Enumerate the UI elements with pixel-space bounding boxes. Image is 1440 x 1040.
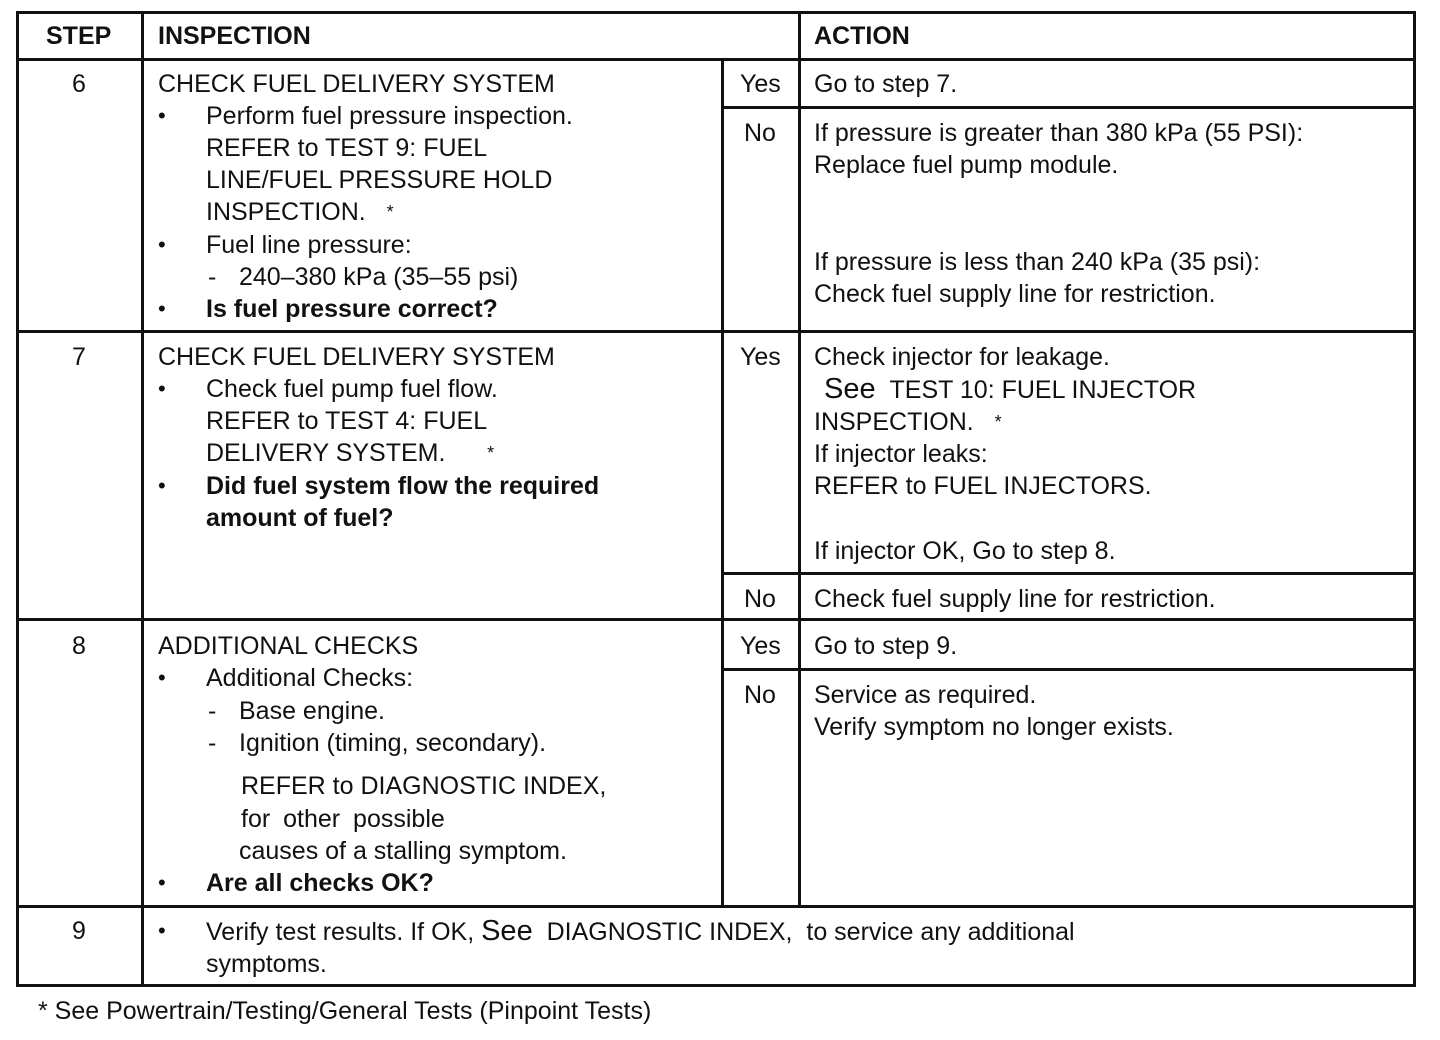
row8-yesno-divider	[721, 668, 1416, 671]
bullet-icon: •	[158, 918, 166, 943]
bullet-icon: •	[158, 473, 166, 498]
dash-icon: -	[208, 263, 217, 291]
bullet-icon: •	[158, 103, 166, 128]
asterisk-note: *	[487, 443, 495, 463]
header-inspection: INSPECTION	[158, 22, 311, 50]
table-border-top	[16, 11, 1416, 14]
yes-label: Yes	[740, 70, 781, 98]
inspection-question: Did fuel system flow the required	[206, 472, 600, 500]
inspection-question: Are all checks OK?	[206, 869, 434, 897]
inspection-note: causes of a stalling symptom.	[239, 837, 567, 865]
inspection-subitem: Base engine.	[239, 697, 385, 725]
action-line	[814, 406, 1002, 438]
inspection-line: REFER to TEST 4: FUEL	[206, 407, 488, 435]
action-line: Check fuel supply line for restriction.	[814, 585, 1216, 613]
action-text: INSPECTION.	[814, 408, 974, 436]
inspection-text: to service any additional	[806, 918, 1075, 946]
dash-icon: -	[208, 729, 217, 757]
row7-yesno-divider	[721, 572, 1416, 575]
action-line: If injector OK, Go to step 8.	[814, 537, 1116, 565]
step-number: 9	[72, 917, 86, 945]
table-border-right	[1413, 11, 1416, 987]
footnote: * See Powertrain/Testing/General Tests (Pinpoint Tests)	[38, 997, 652, 1025]
row6-bottom	[16, 330, 1416, 333]
action-line: REFER to FUEL INJECTORS.	[814, 472, 1152, 500]
header-action: ACTION	[814, 22, 910, 50]
inspection-question: Is fuel pressure correct?	[206, 295, 498, 323]
yes-label: Yes	[740, 343, 781, 371]
inspection-text: INSPECTION.	[206, 198, 366, 226]
inspection-line	[206, 915, 1075, 948]
see-text: See	[824, 373, 876, 405]
action-line: Check injector for leakage.	[814, 343, 1110, 371]
see-text: See	[481, 915, 533, 947]
asterisk-note: *	[386, 202, 394, 222]
table-border-bottom	[16, 984, 1416, 987]
inspection-line: Check fuel pump fuel flow.	[206, 375, 498, 403]
inspection-line	[206, 196, 394, 228]
action-line: Check fuel supply line for restriction.	[814, 280, 1216, 308]
inspection-subitem: Ignition (timing, secondary).	[239, 729, 547, 757]
bullet-icon: •	[158, 296, 166, 321]
row6-yesno-divider	[721, 106, 1416, 109]
inspection-line: REFER to TEST 9: FUEL	[206, 134, 488, 162]
inspection-note: for other possible	[241, 805, 445, 833]
table-border-left	[16, 11, 19, 987]
row8-bottom	[16, 905, 1416, 908]
no-label: No	[744, 119, 776, 147]
inspection-line: symptoms.	[206, 950, 327, 978]
action-line: If injector leaks:	[814, 440, 988, 468]
action-line: Go to step 9.	[814, 632, 958, 660]
action-line: Replace fuel pump module.	[814, 151, 1119, 179]
inspection-question: amount of fuel?	[206, 504, 394, 532]
inspection-line	[206, 437, 494, 469]
inspection-subitem: 240–380 kPa (35–55 psi)	[239, 263, 519, 291]
inspection-text: DELIVERY SYSTEM.	[206, 439, 446, 467]
step-title: CHECK FUEL DELIVERY SYSTEM	[158, 70, 555, 98]
bullet-icon: •	[158, 232, 166, 257]
action-line: If pressure is greater than 380 kPa (55 PSI):	[814, 119, 1304, 147]
action-line: Service as required.	[814, 681, 1037, 709]
action-text: TEST 10: FUEL INJECTOR	[889, 376, 1197, 404]
inspection-line: Fuel line pressure:	[206, 231, 412, 259]
inspection-note: REFER to DIAGNOSTIC INDEX,	[241, 772, 607, 800]
inspection-line: Additional Checks:	[206, 664, 414, 692]
step-column-divider	[141, 11, 144, 987]
action-line: Go to step 7.	[814, 70, 958, 98]
action-line	[824, 373, 1196, 406]
action-column-divider	[798, 11, 801, 908]
inspection-line: Perform fuel pressure inspection.	[206, 102, 573, 130]
header-step: STEP	[46, 22, 112, 50]
step-number: 8	[72, 632, 86, 660]
yesno-column-divider	[721, 60, 724, 908]
no-label: No	[744, 681, 776, 709]
action-line: If pressure is less than 240 kPa (35 psi):	[814, 248, 1261, 276]
step-number: 7	[72, 343, 86, 371]
step-title: ADDITIONAL CHECKS	[158, 632, 419, 660]
header-divider	[16, 58, 1416, 61]
asterisk-note: *	[994, 412, 1002, 432]
dash-icon: -	[208, 697, 217, 725]
inspection-line: LINE/FUEL PRESSURE HOLD	[206, 166, 553, 194]
step-number: 6	[72, 70, 86, 98]
inspection-text: DIAGNOSTIC INDEX,	[546, 918, 793, 946]
bullet-icon: •	[158, 376, 166, 401]
row7-bottom	[16, 618, 1416, 621]
action-line: Verify symptom no longer exists.	[814, 713, 1174, 741]
bullet-icon: •	[158, 665, 166, 690]
no-label: No	[744, 585, 776, 613]
inspection-text: Verify test results. If OK,	[206, 918, 475, 946]
bullet-icon: •	[158, 870, 166, 895]
yes-label: Yes	[740, 632, 781, 660]
step-title: CHECK FUEL DELIVERY SYSTEM	[158, 343, 555, 371]
